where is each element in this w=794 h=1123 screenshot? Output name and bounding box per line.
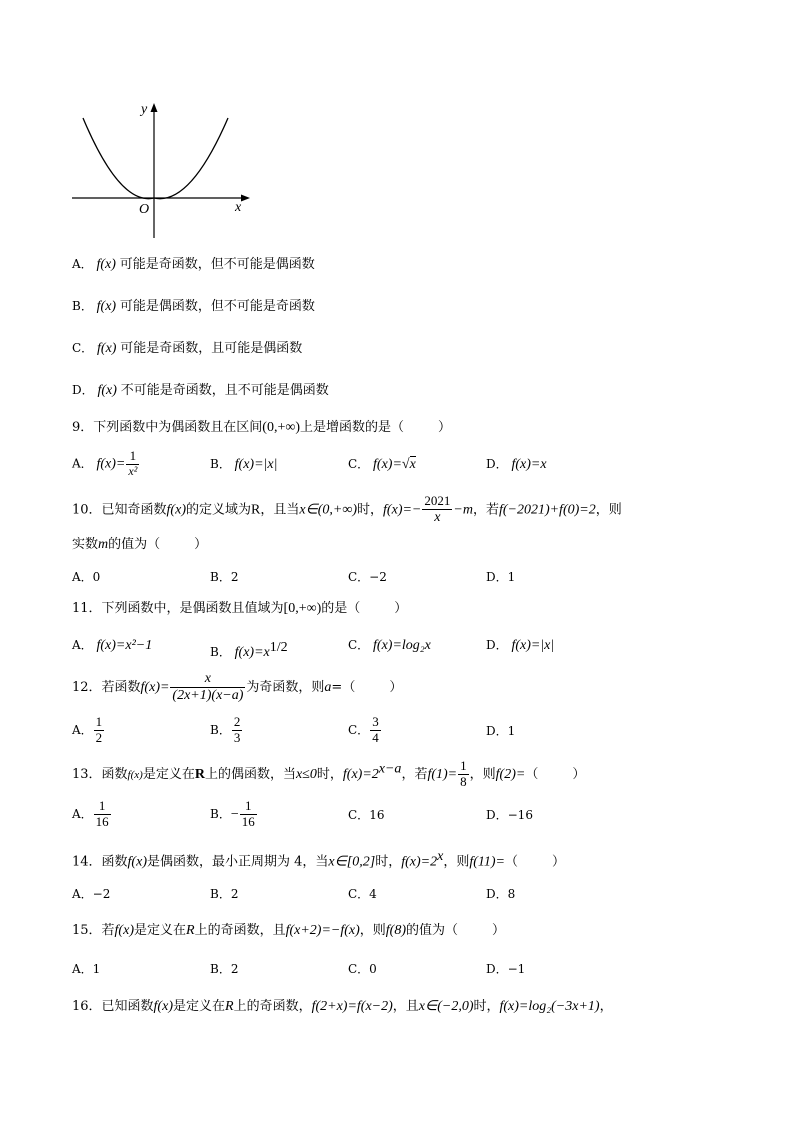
q10-expr: f(x)=− [383,502,422,518]
option-letter: D． [72,383,94,397]
q13-stem [72,759,585,790]
option-letter: D． [486,808,508,822]
q13-stem-text: （ [525,766,539,782]
option-expr: f(x)= [373,457,402,472]
q14-ask: f(11)= [469,854,505,870]
q10-stem-text: ，则 [595,502,622,518]
q15-stem-text: ，则 [359,923,386,938]
option-letter: D． [486,457,508,471]
q9-option-c [348,458,416,472]
q12-var: a [324,680,332,696]
q10-expr: −m [453,502,473,518]
q10-var: m [98,537,109,552]
q15-condition: f(x+2)=−f(x) [285,923,360,938]
origin-label: O [139,202,150,217]
q15-ask: f(8) [385,923,407,938]
q14-expr: f(x)=2 [401,854,438,870]
q14-stem-text: （ [504,854,518,870]
q14-stem-text: ） [551,854,565,870]
q15-stem-text: 15．若 [72,923,115,938]
sqrt-sign: √ [401,457,410,472]
q16-domain: R [225,999,234,1014]
option-text: −16 [507,808,533,822]
q14-stem-text: 是偶函数，最小正周期为 4，当 [146,854,329,870]
q9-stem-text: 9．下列函数中为偶函数且在区间 [72,420,263,435]
frac-den: 4 [372,729,379,745]
q12-stem-text: 12．若函数 [72,680,141,696]
q9-option-a [72,449,140,479]
q8-option-d [72,384,329,398]
q16-stem-text: 是定义在 [172,999,225,1014]
q12-stem [72,671,402,704]
q14-stem-text: ，则 [443,854,470,870]
q13-stem-text: 上的偶函数，当 [204,766,296,782]
option-text: 可能是奇函数，且可能是偶函数 [120,341,303,356]
q10-stem-text: ，且当 [260,502,300,518]
frac-den: 16 [95,813,109,829]
option-expr: f(x)=x [234,645,270,660]
q13-stem-text: 是定义在 [142,766,195,782]
q13-option-d [486,809,533,821]
option-text: 不可能是奇函数，且不可能是偶函数 [120,383,329,398]
q16-stem-text: 上的奇函数， [233,999,312,1014]
x-axis-label: x [235,200,242,215]
q13-stem-text: ，则 [469,766,496,782]
option-letter: B． [210,457,231,471]
q11-stem-text: ） [394,601,408,616]
q10-option-d: D．1 [486,570,516,584]
q16-fx: f(x) [153,999,173,1014]
frac-num: 2 [233,714,241,729]
option-letter: B． [210,722,231,737]
q14-exponent: x [437,849,444,864]
option-fx: f(x) [96,257,116,272]
q12-stem-text: =（ [331,680,356,696]
q16-expr: f(x)=log₂(−3x+1) [499,999,600,1014]
q10-stem-text: 时， [357,502,384,518]
q16-condition: x∈(−2,0) [418,999,474,1014]
q11-stem-text: 的是（ [321,601,361,616]
q15-stem-text: 的值为（ [406,923,459,938]
q13-stem-text: 13．函数 [72,766,128,782]
frac-num: x [170,671,245,688]
q15-stem-text: 上的奇函数，且 [194,923,286,938]
q12-option-d [486,725,515,737]
q12-option-c [348,715,382,746]
q10-option-b: B．2 [210,570,239,584]
frac-den: 2 [95,729,103,745]
frac-num: 3 [372,714,379,729]
option-letter: A． [72,806,93,821]
q14-fx: f(x) [127,854,147,870]
q10-stem [72,494,622,526]
frac-num: 1 [126,449,139,465]
option-text: 可能是奇函数，但不可能是偶函数 [119,257,315,272]
q14-stem-text: 14．函数 [72,854,128,870]
q14-stem-text: 时， [375,854,402,870]
option-letter: A． [72,638,93,652]
y-axis-label: y [141,102,148,117]
q8-option-a [72,258,315,272]
q16-stem-text: ，且 [392,999,419,1014]
q10-option-a: A．0 [72,570,101,584]
frac-den: x [434,509,441,525]
q10-stem-text: 的定义域为 [185,502,251,518]
q15-fx: f(x) [114,923,134,938]
option-letter: C． [72,341,94,355]
q10-option-c: C．−2 [348,570,387,584]
q13-fx: f(x) [127,768,143,781]
q15-stem-text: ） [492,923,506,938]
q14-option-b: B．2 [210,887,239,901]
frac-den: x² [128,463,138,478]
x-axis-arrow [241,195,250,202]
option-letter: A． [72,257,93,271]
option-letter: A． [72,722,93,737]
fraction [370,715,381,746]
q15-option-d: D．−1 [486,962,526,976]
option-text: 1 [507,724,516,738]
q13-given: f(1)= [427,766,458,782]
q11-range: [0,+∞) [283,601,322,616]
q10-stem-text: 的值为（ [108,537,161,552]
q8-option-c [72,342,302,356]
option-text: 16 [369,808,385,822]
q16-stem-text: 16．已知函数 [72,999,154,1014]
q14-option-d: D．8 [486,887,516,901]
frac-num: 2021 [424,493,451,508]
q10-stem-line2 [72,538,207,552]
option-expr: f(x)=x [511,457,547,472]
q11-stem [72,602,407,616]
frac-den: 16 [241,813,255,829]
q10-stem-text: ） [194,537,208,552]
q15-domain: R [186,923,195,938]
q11-option-c [348,639,431,653]
q9-stem-text: ） [438,420,452,435]
q13-stem-text: ，若 [401,766,428,782]
q11-option-b [210,641,288,660]
q11-option-d [486,639,554,653]
frac-num: 1 [94,799,111,815]
option-expr: f(x)= [96,456,126,472]
option-expr: f(x)=log₂x [373,638,431,653]
option-expr: f(x)=|x| [511,638,555,653]
option-letter: B． [210,645,231,659]
option-letter: A． [72,456,93,471]
option-letter: D． [486,638,508,652]
q13-option-b [210,799,258,830]
q13-expr: f(x)=2 [342,766,379,782]
q13-ask: f(2)= [495,766,526,782]
fraction [422,494,452,526]
q14-stem [72,850,565,869]
frac-num: 1 [460,758,467,773]
q9-stem [72,421,451,435]
frac-den: 8 [460,773,467,789]
option-letter: B． [210,806,231,821]
q12-option-b [210,715,243,746]
q11-option-a [72,639,152,653]
q14-option-c: C．4 [348,887,377,901]
q10-stem-text: 10．已知奇函数 [72,502,167,518]
q13-stem-text: ） [572,766,586,782]
option-fx: f(x) [97,341,117,356]
q16-stem-text: ， [599,999,613,1014]
q12-expr: f(x)= [140,680,170,696]
q13-condition: x≤0 [295,766,317,782]
q10-condition: x∈(0,+∞) [299,502,358,518]
frac-den: 3 [233,729,241,745]
q15-option-c: C．0 [348,962,377,976]
fraction [240,799,257,830]
q14-option-a: A．−2 [72,887,111,901]
q10-fx: f(x) [166,502,186,518]
option-fx: f(x) [97,383,117,398]
y-axis-arrow [151,103,158,112]
q10-stem-text: ，若 [472,502,499,518]
q16-stem [72,1000,613,1014]
parabola-graph [68,98,258,244]
fraction [94,715,105,746]
fraction [232,715,243,746]
frac-den: (2x+1)(x−a) [172,688,244,704]
option-letter: C． [348,808,370,822]
q12-stem-text: 为奇函数，则 [246,680,325,696]
option-letter: D． [486,724,508,738]
fraction [126,449,139,479]
fraction [94,799,111,830]
q13-option-a [72,799,112,830]
fraction [458,759,469,790]
q8-option-b [72,300,315,314]
q9-stem-text: 上是增函数的是（ [299,420,404,435]
q10-stem-text: 实数 [72,537,99,552]
option-expr: f(x)=x²−1 [96,638,153,653]
q14-condition: x∈[0,2] [328,854,376,870]
q13-exponent: x−a [378,761,402,777]
frac-num: 1 [240,799,257,815]
option-fx: f(x) [96,299,117,314]
q16-stem-text: 时， [473,999,500,1014]
q16-condition: f(2+x)=f(x−2) [311,999,393,1014]
option-exponent: 1/2 [269,640,288,655]
q9-interval: (0,+∞) [262,420,300,435]
sqrt-radicand: x [409,457,416,472]
option-expr: f(x)=|x| [234,457,278,472]
q12-stem-text: ） [389,680,403,696]
q10-given: f(−2021)+f(0)=2 [498,502,596,518]
fraction [170,671,245,704]
option-text: 可能是偶函数，但不可能是奇函数 [119,299,315,314]
q13-option-c [348,809,384,821]
option-letter: B． [72,299,93,313]
parabola-curve [83,118,228,199]
q15-option-a: A．1 [72,962,101,976]
q15-stem [72,924,505,938]
q13-domain: R [194,766,205,782]
q9-option-b [210,458,277,472]
q13-stem-text: 时， [316,766,343,782]
q9-option-d [486,458,547,472]
q12-option-a [72,715,105,746]
option-letter: C． [348,457,370,471]
q15-stem-text: 是定义在 [133,923,186,938]
frac-num: 1 [95,714,103,729]
option-letter: C． [348,722,370,737]
option-sign: − [230,806,239,822]
q10-domain: R [251,502,261,518]
q15-option-b: B．2 [210,962,239,976]
q11-stem-text: 11．下列函数中，是偶函数且值域为 [72,601,284,616]
option-letter: C． [348,638,370,652]
